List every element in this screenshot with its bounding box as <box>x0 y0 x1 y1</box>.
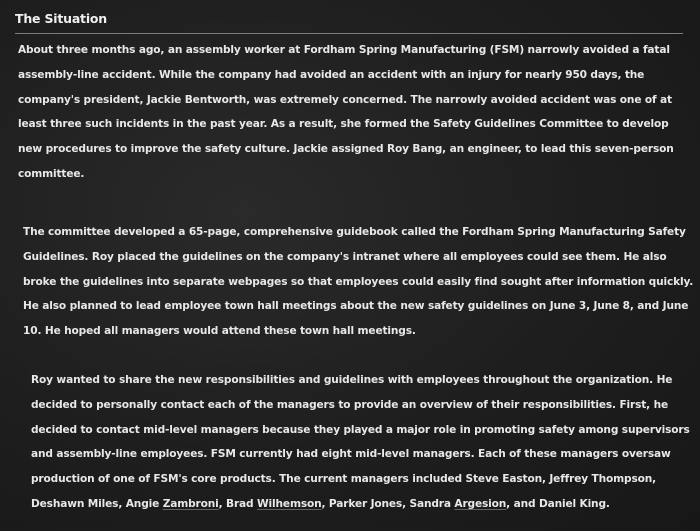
text-run: , and Daniel King. <box>506 497 610 510</box>
heading-divider <box>15 33 683 34</box>
paragraph-line: new procedures to improve the safety culture. Jackie assigned Roy Bang, an engineer, to lead this seven-person <box>18 143 674 156</box>
text-run: , Parker Jones, Sandra <box>321 497 455 510</box>
paragraph-1 <box>18 38 683 187</box>
paragraph-2 <box>23 220 694 344</box>
spellcheck-word: Zambroni <box>162 497 219 510</box>
paragraph-line: Roy wanted to share the new responsibilities and guidelines with employees throughout the organization. He <box>31 374 673 386</box>
paragraph-line: The committee developed a 65-page, comprehensive guidebook called the Fordham Spring Manufacturing Safety <box>23 226 686 238</box>
paragraph-line: Guidelines. Roy placed the guidelines on the company's intranet where all employees could see them. He also <box>23 250 667 263</box>
paragraph-line: production of one of FSM's core products. The current managers included Steve Easton, Jeffrey Thompson, <box>31 473 656 486</box>
paragraph-line: assembly-line accident. While the company had avoided an accident with an injury for nearly 950 days, the <box>18 68 645 81</box>
paragraph-line: and assembly-line employees. FSM currently had eight mid-level managers. Each of these managers oversaw <box>31 448 671 461</box>
text-run: Deshawn Miles, Angie <box>31 497 163 510</box>
spellcheck-word: Argesion <box>454 497 507 510</box>
paragraph-line: decided to personally contact each of the managers to provide an overview of their responsibilities. First, he <box>31 398 668 411</box>
paragraph-line: 10. He hoped all managers would attend these town hall meetings. <box>23 325 416 338</box>
paragraph-line: committee. <box>18 167 85 180</box>
paragraph-line: About three months ago, an assembly worker at Fordham Spring Manufacturing (FSM) narrowly avoided a fatal <box>18 44 670 56</box>
paragraph-3 <box>31 368 690 517</box>
paragraph-last-line <box>31 492 679 517</box>
text-run: , Brad <box>218 497 258 510</box>
paragraph-line: broke the guidelines into separate webpages so that employees could easily find sought after information quickly. <box>23 275 694 288</box>
paragraph-line: company's president, Jackie Bentworth, was extremely concerned. The narrowly avoided accident was one of at <box>18 93 672 106</box>
spellcheck-word: Wilhemson <box>257 497 322 510</box>
section-heading: The Situation <box>15 11 107 26</box>
paragraph-line: decided to contact mid-level managers because they played a major role in promoting safety among supervisors <box>31 423 690 436</box>
paragraph-line: least three such incidents in the past year. As a result, she formed the Safety Guidelines Committee to develop <box>18 118 669 131</box>
paragraph-line: He also planned to lead employee town hall meetings about the new safety guidelines on June 3, June 8, and June <box>23 300 689 313</box>
